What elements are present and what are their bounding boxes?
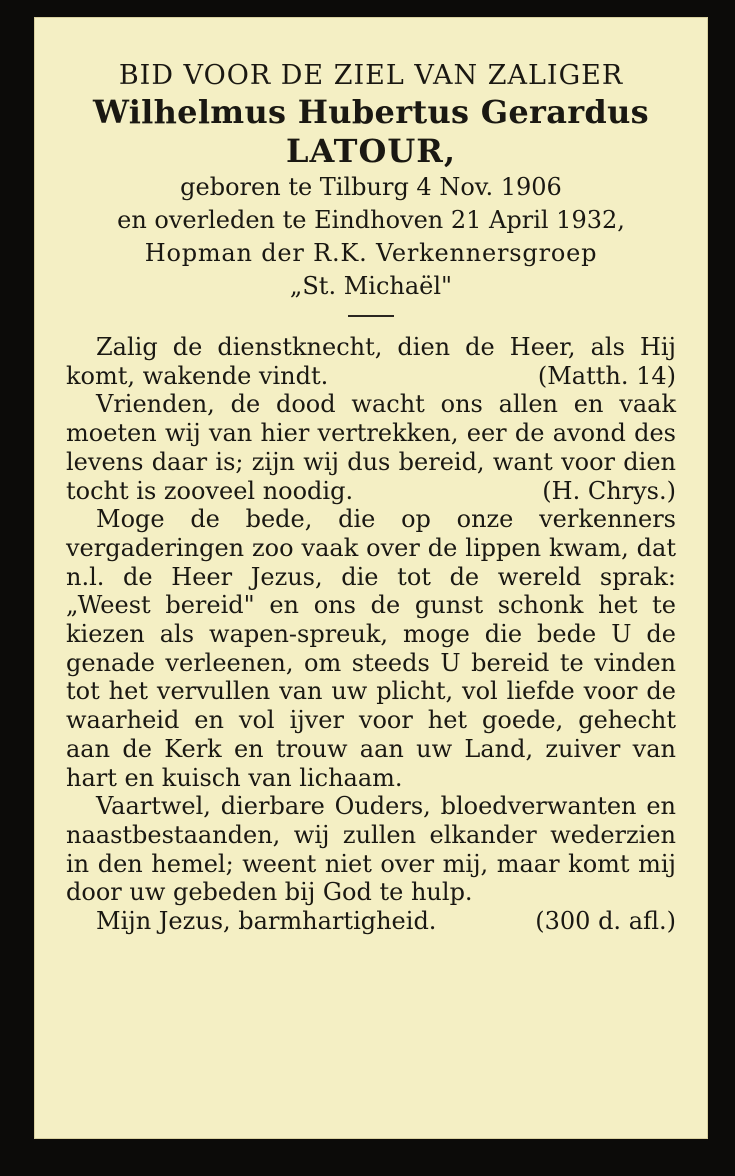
group-line: „St. Michaël" bbox=[289, 272, 453, 300]
prayer-card bbox=[34, 17, 708, 1139]
paragraph-5-text: Mijn Jezus, barmhartigheid. bbox=[96, 907, 437, 936]
divider bbox=[348, 315, 394, 317]
paragraph-1-text: Zalig de dienstknecht, dien de Heer, als Hij komt, wakende vindt. bbox=[66, 333, 676, 390]
paragraph-4: Vaartwel, dierbare Ouders, bloedverwanten en naastbestaanden, wij zullen elkander wederzien in den hemel; weent niet over mij, maar komt mij door uw gebeden bij God te hulp. bbox=[66, 792, 676, 907]
paragraph-3: Moge de bede, die op onze verkenners vergaderingen zoo vaak over de lippen kwam, dat n.l. de Heer Jezus, die tot de wereld sprak: „Weest bereid" en ons de gunst schonk het te kiezen als wapen-spreuk, moge die bede U de genade verleenen, om steeds U bereid te vinden tot het vervullen van uw plicht, vol liefde voor de waarheid en vol ijver voor het goede, gehecht aan de Kerk en trouw aan uw Land, zuiver van hart en kuisch van lichaam. bbox=[66, 505, 676, 792]
birth-line: geboren te Tilburg 4 Nov. 1906 bbox=[180, 173, 562, 201]
paragraph-2 bbox=[66, 390, 676, 505]
death-line: en overleden te Eindhoven 21 April 1932, bbox=[117, 206, 625, 234]
deceased-surname: LATOUR, bbox=[286, 132, 456, 170]
paragraph-5 bbox=[66, 907, 676, 936]
paragraph-1 bbox=[66, 333, 676, 390]
card-heading: BID VOOR DE ZIEL VAN ZALIGER bbox=[118, 60, 624, 91]
role-line: Hopman der R.K. Verkennersgroep bbox=[144, 239, 598, 267]
deceased-given-names: Wilhelmus Hubertus Gerardus bbox=[93, 93, 649, 131]
paragraph-2-text: Vrienden, de dood wacht ons allen en vaak moeten wij van hier vertrekken, eer de avond des levens daar is; zijn wij dus bereid, want voor dien tocht is zooveel noodig. bbox=[66, 390, 676, 505]
paragraph-5-reference: (300 d. afl.) bbox=[535, 907, 676, 936]
bottom-border bbox=[0, 1140, 735, 1176]
paragraph-1-reference: (Matth. 14) bbox=[537, 361, 676, 390]
paragraph-2-reference: (H. Chrys.) bbox=[542, 476, 676, 505]
